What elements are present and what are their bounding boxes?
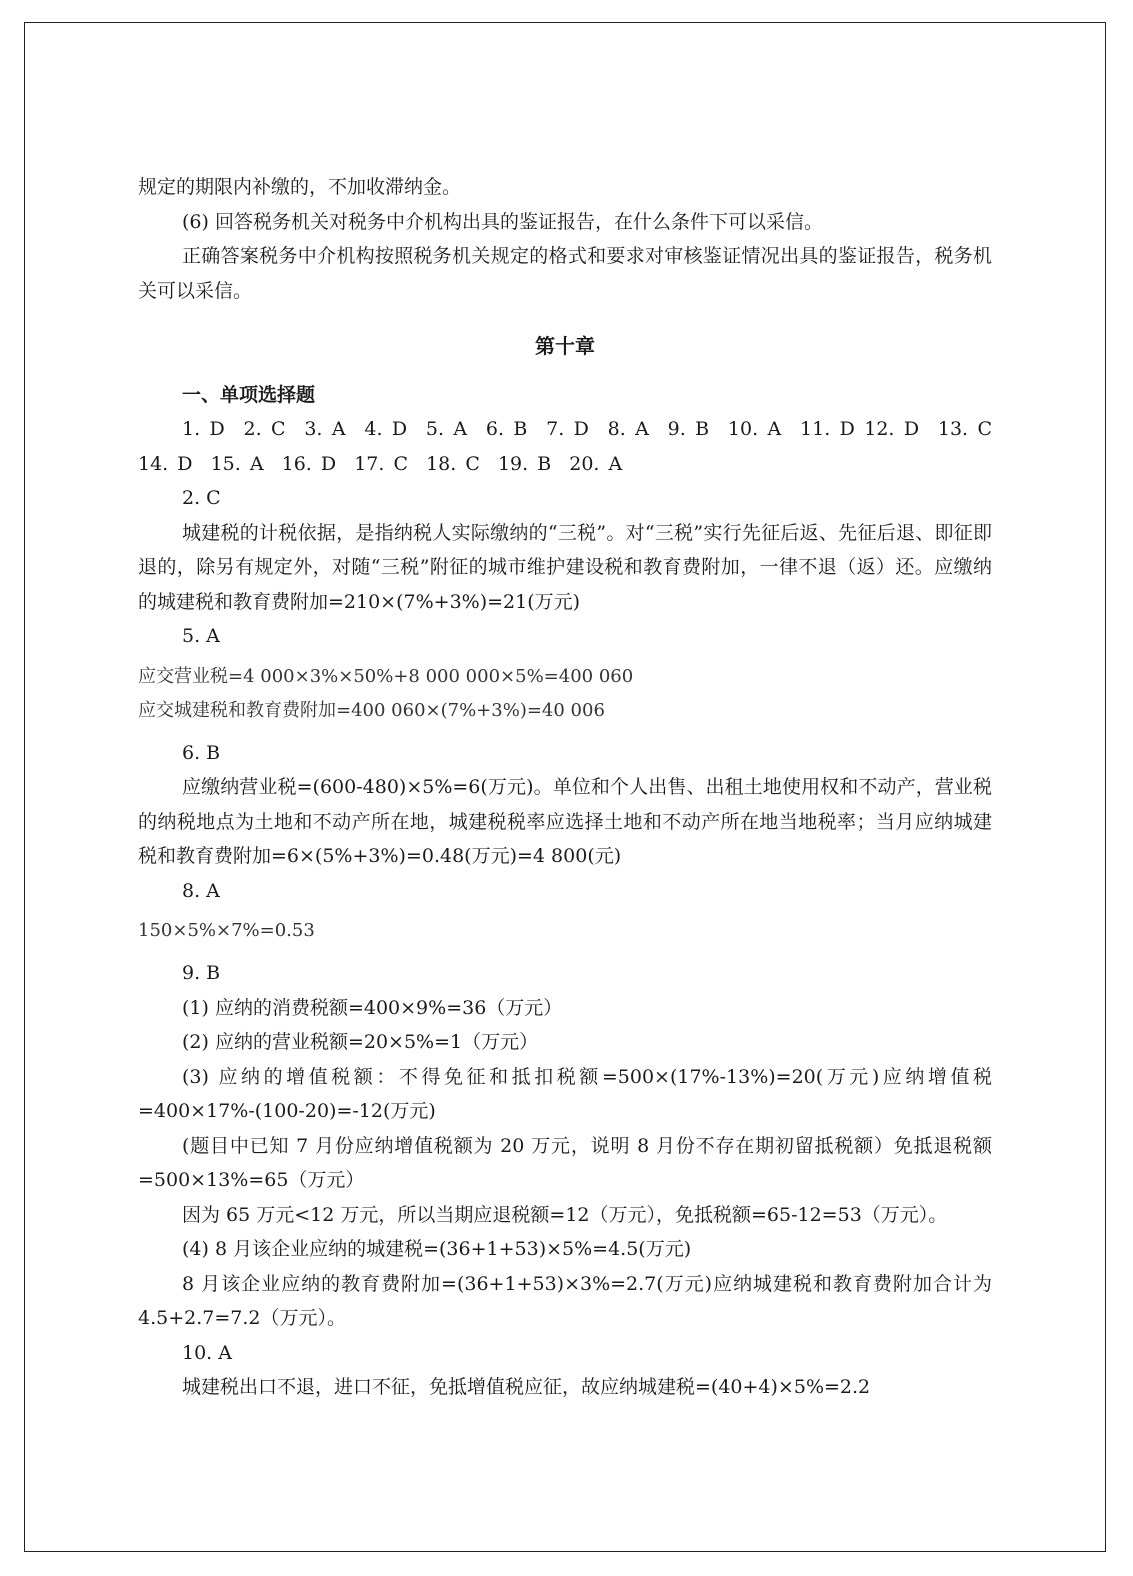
answer-explanation-9-2: (2) 应纳的营业税额=20×5%=1（万元） bbox=[182, 1031, 539, 1053]
answer-explanation-9-3: (3) 应纳的增值税额：不得免征和抵扣税额=500×(17%-13%)=20(万元)应纳增值税=400×17%-(100-20)=-12(万元) bbox=[138, 1065, 992, 1122]
formula-line: 应交城建税和教育费附加=400 060×(7%+3%)=40 006 bbox=[138, 699, 605, 721]
formula-line: 应交营业税=4 000×3%×50%+8 000 000×5%=400 060 bbox=[138, 665, 634, 687]
formula-block-8 bbox=[138, 914, 992, 948]
answer-explanation-9-1: (1) 应纳的消费税额=400×9%=36（万元） bbox=[182, 996, 563, 1019]
answer-explanation-9-7: 8 月该企业应纳的教育费附加=(36+1+53)×3%=2.7(万元)应纳城建税和教育费附加合计为 4.5+2.7=7.2（万元）。 bbox=[138, 1272, 999, 1329]
answer-label-6: 6. B bbox=[182, 741, 221, 764]
answer-explanation-9-5: 因为 65 万元<12 万元，所以当期应退税额=12（万元），免抵税额=65-12=53（万元）。 bbox=[182, 1203, 948, 1226]
answer-label-5: 5. A bbox=[182, 625, 220, 647]
formula-block-5 bbox=[138, 660, 992, 728]
answer-explanation-9-6: (4) 8 月该企业应纳的城建税=(36+1+53)×5%=4.5(万元) bbox=[182, 1238, 692, 1260]
text-line: 规定的期限内补缴的，不加收滞纳金。 bbox=[138, 176, 462, 198]
question-6-prompt: (6) 回答税务机关对税务中介机构出具的鉴证报告，在什么条件下可以采信。 bbox=[182, 210, 823, 233]
answer-label-9: 9. B bbox=[182, 962, 221, 984]
answer-explanation-10: 城建税出口不退，进口不征，免抵增值税应征，故应纳城建税=(40+4)×5%=2.2 bbox=[182, 1376, 871, 1398]
answer-label-10: 10. A bbox=[182, 1341, 232, 1364]
answer-explanation-2: 城建税的计税依据，是指纳税人实际缴纳的“三税”。对“三税”实行先征后返、先征后退、即征即退的，除另有规定外，对随“三税”附征的城市维护建设税和教育费附加，一律不退（返）还。应缴纳的城建税和教育费附加=210×(7%+3%)=21(万元) bbox=[138, 521, 992, 613]
section-heading: 一、单项选择题 bbox=[182, 383, 316, 406]
chapter-title: 第十章 bbox=[535, 334, 595, 358]
answer-explanation-6: 应缴纳营业税=(600-480)×5%=6(万元)。单位和个人出售、出租土地使用权和不动产，营业税的纳税地点为土地和不动产所在地，城建税税率应选择土地和不动产所在地当地税率；当月应纳城建税和教育费附加=6×(5%+3%)=0.48(万元)=4 800(元) bbox=[138, 776, 992, 867]
formula-line: 150×5%×7%=0.53 bbox=[138, 920, 315, 941]
question-6-answer: 正确答案税务中介机构按照税务机关规定的格式和要求对审核鉴证情况出具的鉴证报告，税务机关可以采信。 bbox=[138, 245, 992, 302]
document-body bbox=[138, 170, 1011, 1405]
answer-key: 1. D 2. C 3. A 4. D 5. A 6. B 7. D 8. A 9. B 10. A 11. D 12. D 13. C 14. D 15. A 16. D 17. C 18. C 19. B 20. A bbox=[138, 418, 1011, 475]
answer-explanation-9-4: (题目中已知 7 月份应纳增值税额为 20 万元，说明 8 月份不存在期初留抵税额）免抵退税额=500×13%=65（万元） bbox=[138, 1134, 992, 1191]
answer-label-8: 8. A bbox=[182, 879, 220, 902]
answer-label-2: 2. C bbox=[182, 487, 221, 509]
